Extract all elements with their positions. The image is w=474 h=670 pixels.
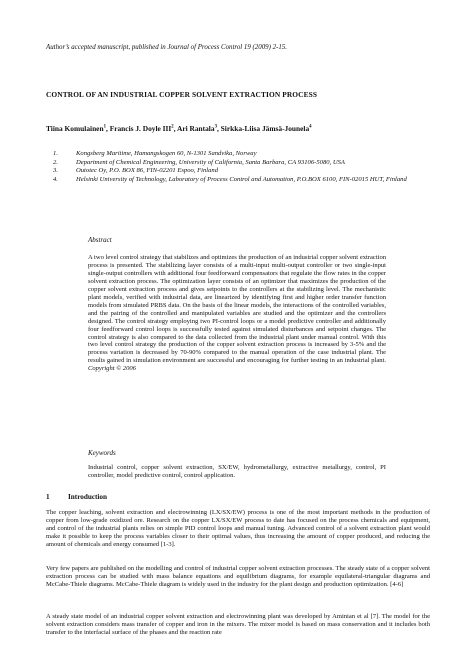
keywords-heading: Keywords [88,449,116,457]
keywords-text: Industrial control, copper solvent extraction, SX/EW, hydrometallurgy, extractive metallurgy, control, PI controller, model predictive control, control application. [88,464,386,479]
author-separator: , [216,124,221,133]
author-list [46,124,446,133]
affiliation-text: Outotec Oy, P.O. BOX 86, FIN-02201 Espoo, Finland [76,167,218,175]
section-number: 1 [46,493,50,501]
author-separator: , [105,124,110,133]
author-affil-mark: 4 [309,124,312,130]
paper-title: CONTROL OF AN INDUSTRIAL COPPER SOLVENT EXTRACTION PROCESS [46,90,318,99]
affiliation-number: 2. [53,158,58,166]
author-affil-mark: 1 [103,124,106,130]
affiliation-item [46,159,431,168]
abstract-body [88,254,386,373]
affiliation-list [46,150,431,184]
section-heading [46,493,346,501]
author-separator: , [173,124,177,133]
intro-paragraph: A steady state model of an industrial copper solvent extraction and electrowinning plant was developed by Aminian et al [7]. The model for the solvent extraction considers mass transfer of copper and iron in the mixers. The mixer model is based on mass conservation and it includes both transfer to the interfacial surface of the phases and the reaction rate [46,613,430,636]
author-affil-mark: 3 [214,124,217,130]
affiliation-item [46,167,431,176]
affiliation-number: 4. [53,175,58,183]
abstract-heading: Abstract [88,236,112,244]
affiliation-text: Kongsberg Maritime, Hamangskogen 60, N-1301 Sandvika, Norway [76,150,257,157]
author-name: Francis J. Doyle III [109,124,172,133]
section-title: Introduction [68,493,108,501]
affiliation-item [46,176,431,185]
abstract-text: A two level control strategy that stabilizes and optimizes the production of an industrial copper solvent extraction process is presented. The stabilizing layer consists of a multi-input multi-output controller or two single-input single-output controllers with additional four feedforward compensators that regulate the flow rates in the copper solvent extraction process. The optimization layer consists of an optimizer that maximizes the production of the copper solvent extraction process and gives setpoints to the controllers at the stabilizing level. The mechanistic plant models, verified with industrial data, are linearized by identifying first and higher order transfer function models from simulated PRBS data. On the basis of the linear models, the interactions of the controlled variables, and the pairing of the controlled and manipulated variables are studied and the optimizer and the controllers designed. The control strategy employing two PI-control loops or a model predictive controller and additionally four feedforward control loops is successfully tested against simulated disturbances and setpoint changes. The control strategy is also compared to the data collected from the industrial plant under manual control. With this two level control strategy the production of the copper solvent extraction process is increased by 3-5% and the process variation is decreased by 70-90% compared to the manual operation of the case industrial plant. The results gained in simulation environment are successful and encouraging for further testing in an industrial plant. [88,254,386,365]
affiliation-number: 3. [53,167,58,175]
intro-paragraph: Very few papers are published on the modelling and control of industrial copper solvent extraction processes. The steady state of a copper solvent extraction process can be studied with mass balance equations and equilibrium diagrams, for example equilateral-triangular diagrams and McCabe-Thiele diagrams. McCabe-Thiele diagram is widely used in the industry for the plant design and production optimization. [4-6] [46,565,430,588]
affiliation-item [46,150,431,159]
affiliation-number: 1. [53,150,58,157]
author-name: Sirkka-Liisa Jämsä-Jounela [220,124,310,133]
journal-header: Author’s accepted manuscript, published in Journal of Process Control 19 (2009) 2-15. [46,44,287,51]
affiliation-text: Helsinki University of Technology, Laboratory of Process Control and Automation, P.O.BOX 6100, FIN-02015 HUT, Finland [76,175,407,183]
author-affil-mark: 2 [171,124,174,130]
intro-paragraph: The copper leaching, solvent extraction and electrowinning (LX/SX/EW) process is one of the most important methods in the production of copper from low-grade oxidized ore. Research on the copper LX/SX/EW process to date has focused on the process chemicals and equipment, and control of the industrial plants relies on simple PID control loops and manual tuning. Advanced control of a solvent extraction plant would make it possible to keep the process variables closer to their optimal values, thus increasing the amount of copper produced, and reducing the amount of chemicals and energy consumed [1-3]. [46,509,430,548]
affiliation-text: Department of Chemical Engineering, University of California, Santa Barbara, CA 93106-5080, USA [76,158,345,166]
author-name: Tiina Komulainen [46,124,104,133]
author-name: Ari Rantala [176,124,215,133]
copyright-notice: Copyright © 2006 [88,365,136,373]
